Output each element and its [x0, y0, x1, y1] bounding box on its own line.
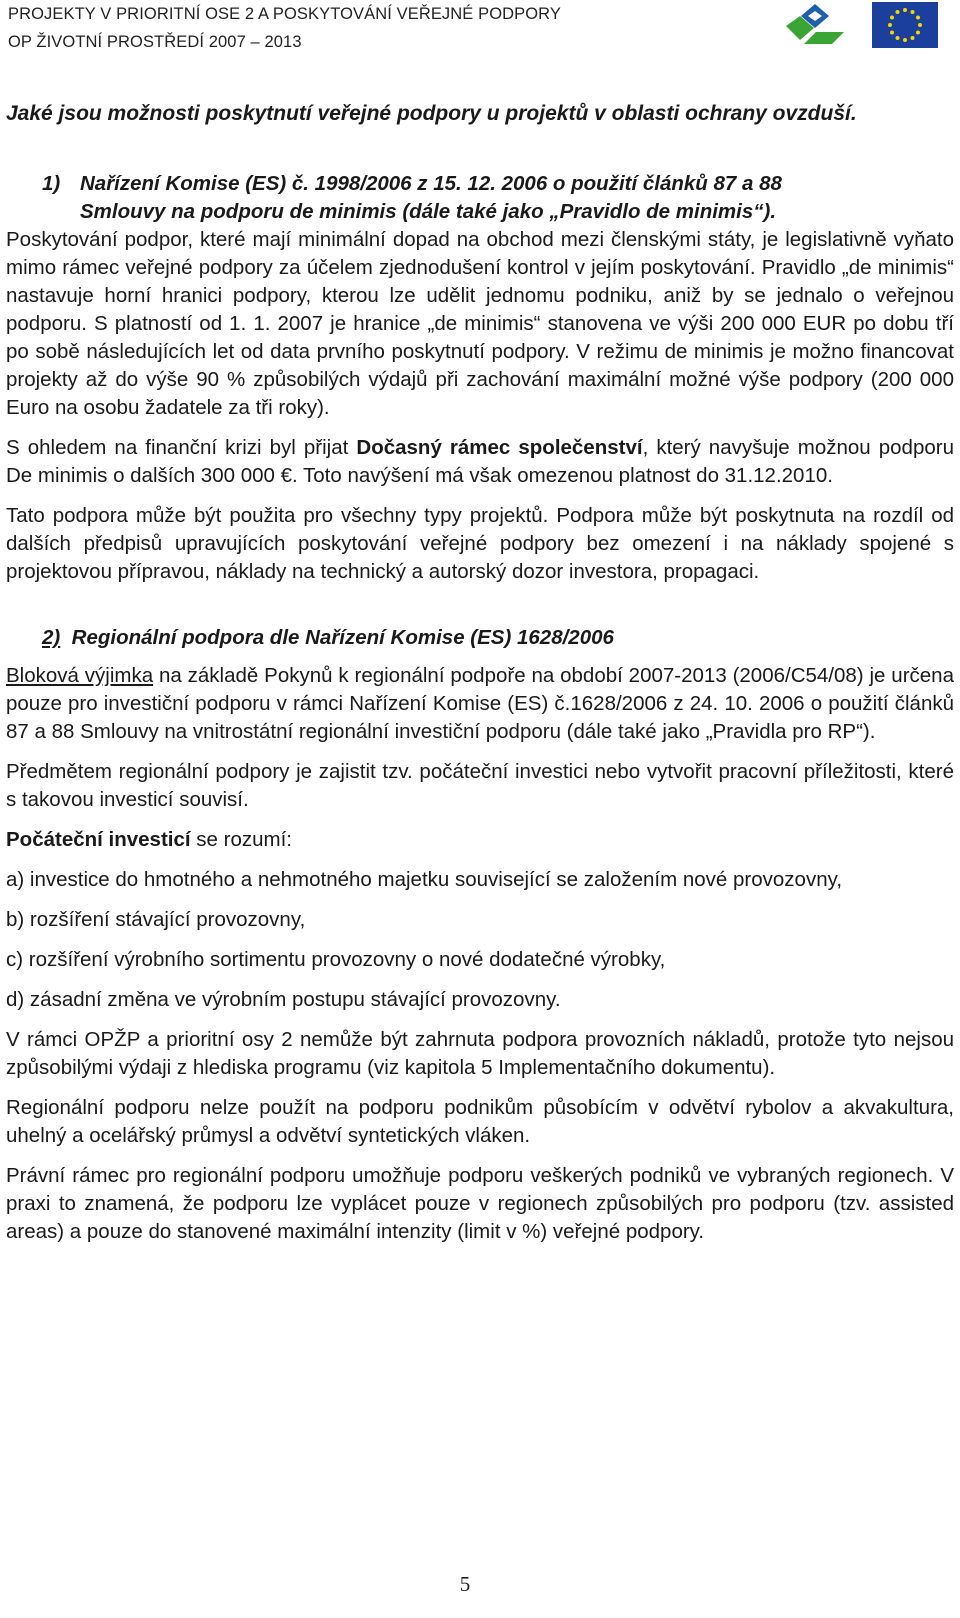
section2-paragraph-6: Právní rámec pro regionální podporu umožňuje podporu veškerých podniků ve vybraných regionech. V praxi to znamená, že podporu lze vyplácet pouze v regionech způsobilých pro podporu (tzv. assisted areas) a pouze do stanovené maximální intenzity (limit v %) veřejné podpory.	[6, 1164, 954, 1243]
block-exemption-term: Bloková výjimka	[6, 664, 154, 687]
section1-heading-line1: Nařízení Komise (ES) č. 1998/2006 z 15. 12. 2006 o použití článků 87 a 88	[80, 172, 782, 195]
section2-heading	[42, 624, 954, 652]
list-item: d) zásadní změna ve výrobním postupu stávající provozovny.	[6, 988, 561, 1011]
question-heading: Jaké jsou možnosti poskytnutí veřejné podpory u projektů v oblasti ochrany ovzduší.	[6, 102, 857, 125]
header-line-1: PROJEKTY V PRIORITNÍ OSE 2 A POSKYTOVÁNÍ VEŘEJNÉ PODPORY	[8, 5, 562, 23]
list-item: a) investice do hmotného a nehmotného majetku související se založením nové provozovny,	[6, 868, 843, 891]
section1-paragraph-2	[6, 434, 954, 490]
section1-number: 1)	[42, 172, 61, 195]
list-item: c) rozšíření výrobního sortimentu provozovny o nové dodatečné výrobky,	[6, 948, 666, 971]
section1-p2-text-a: S ohledem na finanční krizi byl přijat	[6, 436, 357, 459]
section1-heading	[42, 170, 954, 226]
opzp-logo	[780, 2, 850, 50]
section1-p2-text-c: , který navyšuje možnou podporu De minimis o dalších 300 000 €. Toto navýšení má však omezenou platnost do 31.12.2010.	[6, 436, 954, 487]
eu-flag-logo	[872, 2, 938, 48]
section1-heading-line2: Smlouvy na podporu de minimis (dále také jako „Pravidlo de minimis“).	[80, 200, 777, 223]
list-item: b) rozšíření stávající provozovny,	[6, 908, 306, 931]
section2-p1-text: na základě Pokynů k regionální podpoře na období 2007-2013 (2006/C54/08) je určena pouze pro investiční podporu v rámci Nařízení Komise (ES) č.1628/2006 z 24. 10. 2006 o použití článků 87 a 88 Smlouvy na vnitrostátní regionální investiční podporu (dále také jako „Pravidla pro RP“).	[6, 664, 954, 743]
section1-paragraph-1: Poskytování podpor, které mají minimální dopad na obchod mezi členskými státy, je legislativně vyňato mimo rámec veřejné podpory za účelem zjednodušení kontrol v jejím poskytování. Pravidlo „de minimis“ nastavuje horní hranici podpory, kterou lze udělit jednomu podniku, aniž by se jednalo o veřejnou podporu. S platností od 1. 1. 2007 je hranice „de minimis“ stanovena ve výši 200 000 EUR po dobu tří po sobě následujících let od data prvního poskytnutí podpory. V režimu de minimis je možno financovat projekty až do výše 90 % způsobilých výdajů při zachování maximální možné výše podpory (200 000 Euro na osobu žadatele za tři roky).	[6, 228, 954, 419]
page-number: 5	[459, 1572, 471, 1596]
section2-paragraph-2: Předmětem regionální podpory je zajistit tzv. počáteční investici nebo vytvořit pracovní příležitosti, které s takovou investicí souvisí.	[6, 760, 954, 811]
section1-paragraph-3: Tato podpora může být použita pro všechny typy projektů. Podpora může být poskytnuta na rozdíl od dalších předpisů upravujících poskytování veřejné podpory bez omezení i na náklady spojené s projektovou přípravou, náklady na technický a autorský dozor investora, propagaci.	[6, 504, 954, 583]
page-header	[0, 0, 960, 62]
temporary-framework-term: Dočasný rámec společenství	[356, 436, 643, 459]
header-line-2: OP ŽIVOTNÍ PROSTŘEDÍ 2007 – 2013	[8, 33, 302, 51]
section2-paragraph-1	[6, 662, 954, 746]
section2-number: 2)	[42, 626, 61, 649]
section2-p3-text: se rozumí:	[190, 828, 292, 851]
initial-investment-term: Počáteční investicí	[6, 828, 191, 851]
section2-paragraph-4: V rámci OPŽP a prioritní osy 2 nemůže být zahrnuta podpora provozních nákladů, protože tyto nejsou způsobilými výdaji z hlediska programu (viz kapitola 5 Implementačního dokumentu).	[6, 1028, 954, 1079]
section2-paragraph-5: Regionální podporu nelze použít na podporu podnikům působícím v odvětví rybolov a akvakultura, uhelný a ocelářský průmysl a odvětví syntetických vláken.	[6, 1096, 954, 1147]
section2-heading-text: Regionální podpora dle Nařízení Komise (ES) 1628/2006	[71, 626, 614, 649]
section2-paragraph-3	[6, 826, 954, 854]
document-body	[6, 100, 954, 1246]
